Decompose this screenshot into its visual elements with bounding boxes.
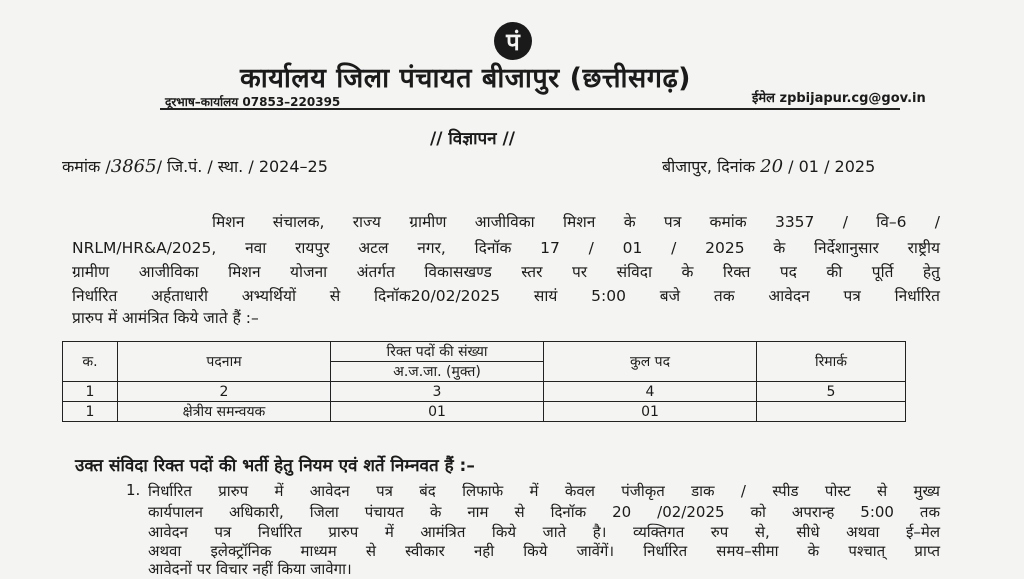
header-divider [160,108,900,110]
header-remarks: रिमार्क [757,342,906,382]
condition-number: 1. [126,481,141,499]
column-number: 3 [331,382,544,402]
cell-remarks [757,402,906,422]
column-number: 5 [757,382,906,402]
header-post-name: पदनाम [118,342,331,382]
condition-line: आवेदन पत्र निर्धारित प्रारुप में आमंत्रित किये जाते है। व्यक्तिगत रुप से, सीधे अथवा ई–मेल [148,523,940,541]
header-vacancies: रिक्त पदों की संख्या [331,342,544,362]
intro-line: मिशन संचालक, राज्य ग्रामीण आजीविका मिशन के पत्र कमांक 3357 / वि–6 / [212,213,940,231]
office-email: ईमेल zpbijapur.cg@gov.in [752,91,926,106]
condition-line: अथवा इलेक्ट्रॉनिक माध्यम से स्वीकार नही किये जावेंगें। निर्धारित समय–सीमा के पश्चात् प्राप्त [148,542,940,560]
office-phone: दूरभाष–कार्यालय 07853–220395 [165,95,341,109]
cell-total: 01 [544,402,757,422]
vacancy-table [62,341,906,422]
ref-suffix: / जि.पं. / स्था. / 2024–25 [156,157,328,176]
column-number: 2 [118,382,331,402]
place-and-date [662,155,875,177]
column-number: 4 [544,382,757,402]
column-number: 1 [63,382,118,402]
condition-line: निर्धारित प्रारुप में आवेदन पत्र बंद लिफाफे में केवल पंजीकृत डाक / स्पीड पोस्ट से मुख्य [148,482,940,500]
condition-line: आवेदनों पर विचार नहीं किया जावेगा। [148,560,352,578]
place-date-prefix: बीजापुर, दिनांक [662,157,761,176]
cell-serial: 1 [63,402,118,422]
cell-vacancies: 01 [331,402,544,422]
conditions-heading: उक्त संविदा रिक्त पदों की भर्ती हेतु नियम एवं शर्ते निम्नवत हैं :– [75,456,475,476]
intro-line: NRLM/HR&A/2025, नवा रायपुर अटल नगर, दिनॉक 17 / 01 / 2025 के निर्देशानुसार राष्ट्रीय [72,239,940,257]
office-title: कार्यालय जिला पंचायत बीजापुर (छत्तीसगढ़) [240,63,692,94]
header-vacancies-sub: अ.ज.जा. (मुक्त) [331,362,544,382]
cell-post-name: क्षेत्रीय समन्वयक [118,402,331,422]
date-handwritten-day: 20 [760,156,784,177]
notice-title: // विज्ञापन // [430,129,515,149]
intro-line: ग्रामीण आजीविका मिशन योजना अंतर्गत विकासखण्ड स्तर पर संविदा के रिक्त पद की पूर्ति हेतु [72,263,940,281]
ref-prefix: कमांक / [62,157,111,176]
header-total-posts: कुल पद [544,342,757,382]
ref-handwritten-number: 3865 [110,156,157,177]
header-serial: क. [63,342,118,382]
table-column-number-row [63,382,906,402]
table-header-row [63,342,906,362]
intro-line: निर्धारित अर्हताधारी अभ्यर्थियों से दिनॉक20/02/2025 सायं 5:00 बजे तक आवेदन पत्र निर्धारित [72,287,940,305]
reference-number [62,155,328,177]
panchayat-logo: पं [494,22,532,60]
date-rest: / 01 / 2025 [788,157,876,176]
condition-line: कार्यपालन अधिकारी, जिला पंचायत के नाम से दिनॉक 20 /02/2025 को अपरान्ह 5:00 तक [148,503,940,521]
intro-line: प्रारुप में आमंत्रित किये जाते हैं :– [72,309,259,327]
table-row [63,402,906,422]
